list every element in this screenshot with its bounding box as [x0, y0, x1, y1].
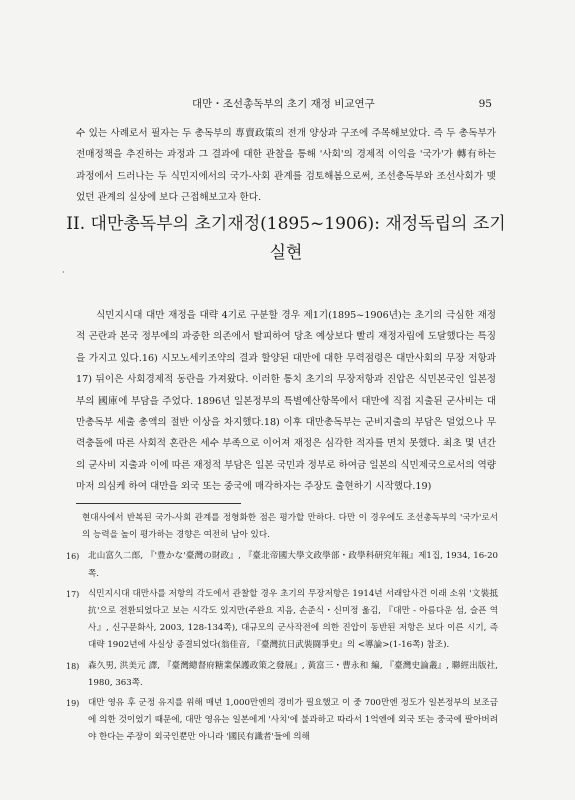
- footnote-text: 대만 영유 후 군정 유지를 위해 매년 1,000만엔의 경비가 필요했고 이 중 700만엔 정도가 일본정부의 보조금에 의한 것이었기 때문에, 대만 영유는 일본에게 '사치'에 불과하고 따라서 1억엔에 외국 또는 중국에 팔아버려야 한다는 주장이 외국인뿐만 아니라 '國民有識者'들에 의해: [88, 698, 498, 743]
- footnote-text: 北山富久二郎, 『'豊かな'臺灣の財政』, 『臺北帝國大學文政學部・政學科研究年報』제1집, 1934, 16-20쪽.: [88, 551, 498, 579]
- section-title: II. 대만총독부의 초기재정(1895~1906): 재정독립의 조기 실현: [66, 214, 506, 263]
- footnote-text: 식민지시대 대만사를 저항의 각도에서 관찰할 경우 초기의 무장저항은 1914년 서래암사건 이래 소위 '文裝抵抗'으로 전환되었다고 보는 시각도 있지만(주완요 지음, 손준식・신미정 옮김, 『대만 - 아름다운 섬, 슬픈 역사』, 신구문화사, 2003, 128-134쪽), 대규모의 군사작전에 의한 진압이 동반된 저항은 보다 이른 시기, 즉 대략 1902년에 사실상 종결되었다(翁佳音, 『臺灣抗日武裝闘爭史』의 <導論>(1-16쪽) 참조).: [88, 588, 498, 651]
- margin-mark: ·: [62, 268, 65, 277]
- footnote-continuation: 현대사에서 반복된 국가-사회 관계를 정형화한 점은 평가할 만하다. 다만 이 경우에도 조선총독부의 '국가'로서의 능력을 높이 평가하는 경향은 여전히 남아 있다.: [82, 513, 498, 541]
- footnote-text: 森久男, 洪美元 譯, 『臺灣總督府糖業保護政策之發展』, 黃富三・曹永和 編, 『臺灣史論叢』, 聯經出版社, 1980, 363쪽.: [88, 660, 498, 688]
- running-header: [96, 96, 492, 112]
- footnotes: [66, 510, 498, 750]
- footnote-18: [66, 658, 498, 692]
- footnote-number: 17): [66, 589, 80, 599]
- footnote-19: [66, 695, 498, 747]
- footnote-number: 16): [66, 552, 80, 562]
- footnote-17: [66, 586, 498, 655]
- top-paragraph: 수 있는 사례로서 필자는 두 총독부의 專賣政策의 전개 양상과 구조에 주목해보았다. 즉 두 총독부가 전매정책을 추진하는 과정과 그 결과에 대한 관찰을 통해 '사회'의 경제적 이익을 '국가'가 轉有하는 과정에서 드러나는 두 식민지에서의 국가-사회 관계를 검토해봄으로써, 조선총독부와 조선사회가 맺었던 관계의 실상에 보다 근접해보고자 한다.: [76, 128, 496, 204]
- body-paragraph: 식민지시대 대만 재정을 대략 4기로 구분할 경우 제1기(1895~1906년)는 초기의 극심한 재정적 곤란과 본국 정부에의 과중한 의존에서 탈피하여 당초 예상보다 빨리 재정자립에 도달했다는 특징을 가지고 있다.16) 시모노세키조약의 결과 할양된 대만에 대한 무력점령은 대만사회의 무장 저항과17) 뒤이은 사회경제적 동란을 가져왔다. 이러한 통치 초기의 무장저항과 진압은 식민본국인 일본정부의 國庫에 부담을 주었다. 1896년 일본정부의 특별예산항목에서 대만에 직접 지출된 군사비는 대만총독부 세출 총액의 절반 이상을 차지했다.18) 이후 대만총독부는 군비지출의 부담은 덜었으나 무력충돌에 따른 사회적 혼란은 세수 부족으로 이어져 재정은 심각한 적자를 면치 못했다. 최초 몇 년간의 군사비 지출과 이에 따른 재정적 부담은 일본 국민과 정부로 하여금 일본의 식민제국으로서의 역량마저 의심케 하여 대만을 외국 또는 중국에 매각하자는 주장도 출현하기 시작했다.19): [76, 310, 496, 493]
- page-number: 95: [478, 98, 492, 110]
- footnote-number: 18): [66, 661, 80, 671]
- running-title: 대만・조선총독부의 초기 재정 비교연구: [192, 98, 375, 110]
- footnote-16: [66, 548, 498, 582]
- footnote-divider: [76, 503, 241, 504]
- footnote-number: 19): [66, 699, 80, 709]
